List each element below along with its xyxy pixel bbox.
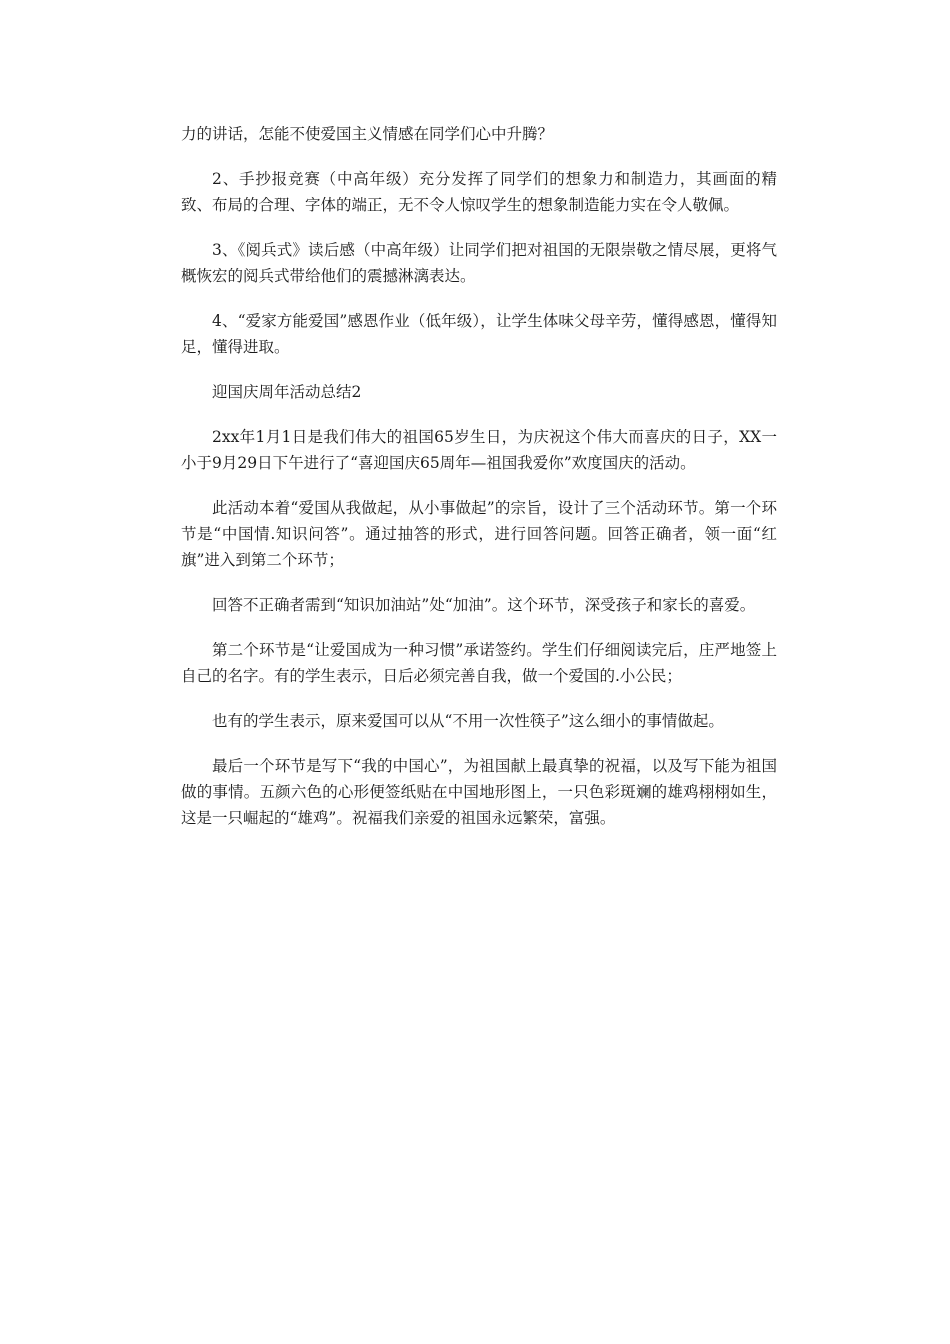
section-heading: 迎国庆周年活动总结2	[212, 383, 362, 401]
paragraph-activity-second-cont: 也有的学生表示，原来爱国可以从“不用一次性筷子”这么细小的事情做起。	[212, 712, 724, 730]
paragraph-activity-first-cont: 回答不正确者需到“知识加油站”处“加油”。这个环节，深受孩子和家长的喜爱。	[212, 596, 756, 614]
paragraph-activity-last: 最后一个环节是写下“我的中国心”，为祖国献上最真挚的祝福，以及写下能为祖国做的事情。五颜六色的心形便签纸贴在中国地形图上，一只色彩斑斓的雄鸡栩栩如生，这是一只崛起的“雄鸡”。祝福我们亲爱的祖国永远繁荣，富强。	[181, 757, 777, 827]
document-body	[181, 121, 777, 850]
paragraph-item-3: 3、《阅兵式》读后感（中高年级）让同学们把对祖国的无限崇敬之情尽展，更将气概恢宏的阅兵式带给他们的震撼淋漓表达。	[181, 241, 777, 285]
paragraph-activity-first: 此活动本着“爱国从我做起，从小事做起”的宗旨，设计了三个活动环节。第一个环节是“中国情.知识问答”。通过抽答的形式，进行回答问题。回答正确者，领一面“红旗”进入到第二个环节；	[181, 499, 777, 569]
paragraph-intro: 2xx年1月1日是我们伟大的祖国65岁生日，为庆祝这个伟大而喜庆的日子，XX一小于9月29日下午进行了“喜迎国庆65周年—祖国我爱你”欢度国庆的活动。	[181, 428, 777, 472]
paragraph-item-4: 4、“爱家方能爱国”感恩作业（低年级），让学生体味父母辛劳，懂得感恩，懂得知足，懂得进取。	[181, 312, 777, 356]
paragraph-activity-second: 第二个环节是“让爱国成为一种习惯”承诺签约。学生们仔细阅读完后，庄严地签上自己的名字。有的学生表示，日后必须完善自我，做一个爱国的.小公民；	[181, 641, 777, 685]
paragraph-continuation: 力的讲话，怎能不使爱国主义情感在同学们心中升腾？	[181, 125, 554, 143]
paragraph-item-2: 2、手抄报竞赛（中高年级）充分发挥了同学们的想象力和制造力，其画面的精致、布局的合理、字体的端正，无不令人惊叹学生的想象制造能力实在令人敬佩。	[181, 170, 777, 214]
